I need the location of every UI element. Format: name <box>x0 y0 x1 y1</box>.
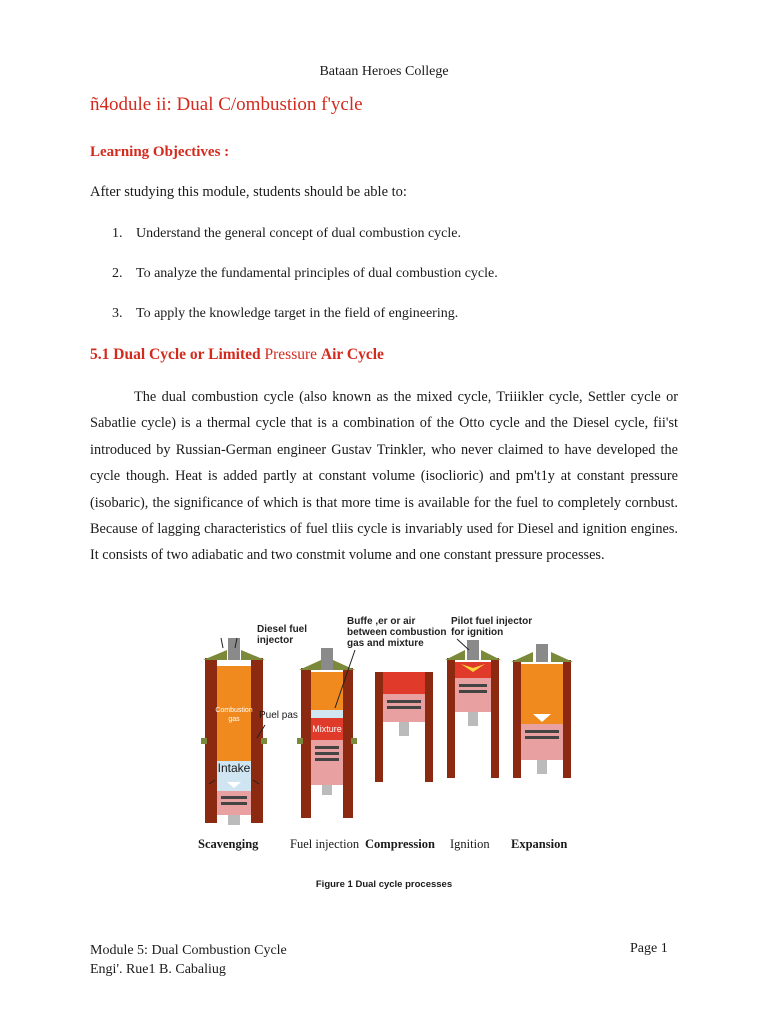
figure-caption: Figure 1 Dual cycle processes <box>315 879 453 890</box>
compression-cylinder-illustration <box>375 672 433 782</box>
caption-compression: Compression <box>365 837 435 851</box>
fuel-pass-label: Puel pas <box>259 710 298 721</box>
section-heading-part1: 5.1 Dual Cycle or Limited <box>90 346 261 363</box>
diesel-injector-label-2: injector <box>257 635 294 646</box>
combustion-gas-label-1: Combustion <box>215 707 253 714</box>
objective-item <box>112 226 461 242</box>
buffer-label-2: between combustion <box>347 627 447 638</box>
college-name: Bataan Heroes College <box>319 64 449 79</box>
ignition-cylinder-illustration <box>445 640 501 778</box>
caption-fuel-injection: Fuel injection <box>290 837 360 851</box>
body-paragraph: The dual combustion cycle (also known as the mixed cycle, Triiikler cycle, Settler cycle or Sabatlie cycle) is a thermal cycle that is a combination of the Otto cycle and the Diesel cycle, fii'st introduced by Russian-German engineer Gustav Trinkler, who never claimed to have developed the cycle though. Heat is added partly at constant volume (isoclioric) and pm't1y at constant pressure (isobaric), the significance of which is that more time is available for the fuel to completely cornbust. Because of lagging characteristics of fuel tliis cycle is invariably used for Diesel and ignition engines. It consists of two adiabatic and two constmit volume and one constant pressure processes. <box>90 389 678 564</box>
objective-text: Understand the general concept of dual combustion cycle. <box>136 226 461 241</box>
caption-expansion: Expansion <box>511 837 568 851</box>
pilot-injector-label-1: Pilot fuel injector <box>451 616 533 627</box>
objective-text: To analyze the fundamental principles of dual combustion cycle. <box>136 266 498 281</box>
footer-left <box>90 941 287 979</box>
scavenging-cylinder-illustration <box>201 638 267 825</box>
objective-number: 1. <box>112 226 123 241</box>
objective-item <box>112 306 458 322</box>
section-heading <box>90 346 384 364</box>
section-heading-part3: Air Cycle <box>320 346 384 363</box>
objective-text: To apply the knowledge target in the field of engineering. <box>136 306 459 321</box>
combustion-gas-label-2: gas <box>228 716 240 723</box>
learning-objectives-heading: Learning Objectives : <box>90 144 230 160</box>
objectives-intro: After studying this module, students should be able to: <box>90 184 407 200</box>
buffer-label-3: gas and mixture <box>347 638 424 649</box>
diesel-injector-label-1: Diesel fuel <box>257 624 308 635</box>
objective-number: 3. <box>112 306 123 321</box>
intake-label: Intake <box>217 761 251 775</box>
footer-author: Engi'. Rue1 B. Cabaliug <box>90 962 226 977</box>
objective-number: 2. <box>112 266 123 281</box>
caption-ignition: Ignition <box>450 837 490 851</box>
mixture-label: Mixture <box>312 724 342 734</box>
section-heading-part2: Pressure <box>260 346 321 363</box>
caption-scavenging: Scavenging <box>198 837 259 851</box>
page-number: Page 1 <box>630 941 668 956</box>
objective-item <box>112 266 498 282</box>
footer-module-name: Module 5: Dual Combustion Cycle <box>90 943 287 958</box>
pilot-injector-label-2: for ignition <box>451 627 504 638</box>
buffer-label-1: Buffe ,er or air <box>347 616 416 627</box>
fuel-injection-cylinder-illustration <box>297 648 357 818</box>
expansion-cylinder-illustration <box>511 644 573 778</box>
module-title: ñ4odule ii: Dual C/ombustion f'ycle <box>90 94 363 115</box>
dual-cycle-figure <box>195 610 585 840</box>
